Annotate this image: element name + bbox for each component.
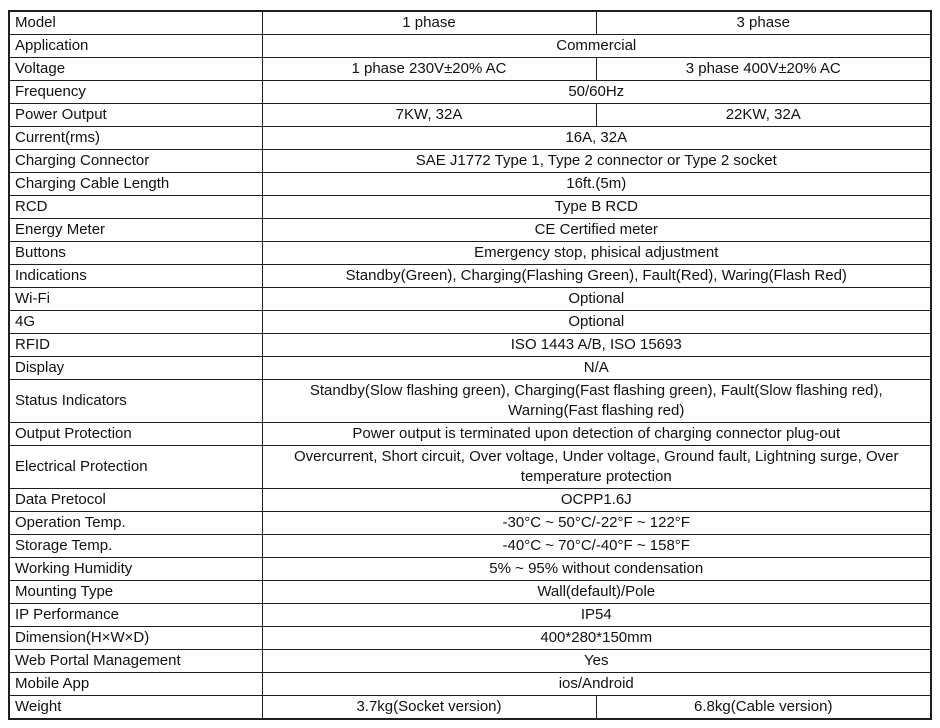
row-value: SAE J1772 Type 1, Type 2 connector or Type 2 socket xyxy=(262,150,931,173)
row-label: Status Indicators xyxy=(9,380,262,423)
row-value: IP54 xyxy=(262,604,931,627)
row-value: Optional xyxy=(262,288,931,311)
table-row xyxy=(9,334,931,357)
row-label: Storage Temp. xyxy=(9,535,262,558)
row-value: ios/Android xyxy=(262,673,931,696)
row-label: Frequency xyxy=(9,81,262,104)
row-value: N/A xyxy=(262,357,931,380)
row-value: Standby(Green), Charging(Flashing Green), Fault(Red), Waring(Flash Red) xyxy=(262,265,931,288)
row-label: Voltage xyxy=(9,58,262,81)
row-label: Output Protection xyxy=(9,423,262,446)
table-row xyxy=(9,604,931,627)
row-label: Wi-Fi xyxy=(9,288,262,311)
row-value: Yes xyxy=(262,650,931,673)
row-label: Dimension(H×W×D) xyxy=(9,627,262,650)
row-value: -40°C ~ 70°C/-40°F ~ 158°F xyxy=(262,535,931,558)
row-value: CE Certified meter xyxy=(262,219,931,242)
row-value: -30°C ~ 50°C/-22°F ~ 122°F xyxy=(262,512,931,535)
row-label: RCD xyxy=(9,196,262,219)
table-row xyxy=(9,558,931,581)
row-label: Current(rms) xyxy=(9,127,262,150)
row-label: Application xyxy=(9,35,262,58)
table-row xyxy=(9,357,931,380)
row-value: Type B RCD xyxy=(262,196,931,219)
table-row xyxy=(9,219,931,242)
table-row xyxy=(9,265,931,288)
row-value: Wall(default)/Pole xyxy=(262,581,931,604)
row-value: 50/60Hz xyxy=(262,81,931,104)
row-label: Data Pretocol xyxy=(9,489,262,512)
table-row xyxy=(9,423,931,446)
row-label: 4G xyxy=(9,311,262,334)
row-value-1phase: 1 phase 230V±20% AC xyxy=(262,58,596,81)
row-value: Commercial xyxy=(262,35,931,58)
row-label: Mobile App xyxy=(9,673,262,696)
table-row xyxy=(9,581,931,604)
table-row xyxy=(9,242,931,265)
row-label: Energy Meter xyxy=(9,219,262,242)
row-label: Operation Temp. xyxy=(9,512,262,535)
table-row xyxy=(9,127,931,150)
table-row xyxy=(9,58,931,81)
row-label: Buttons xyxy=(9,242,262,265)
spec-table-body xyxy=(9,11,931,719)
table-row xyxy=(9,535,931,558)
row-label: Power Output xyxy=(9,104,262,127)
table-row xyxy=(9,11,931,35)
row-value: Optional xyxy=(262,311,931,334)
row-label: Electrical Protection xyxy=(9,446,262,489)
row-label: Model xyxy=(9,11,262,35)
row-value: Standby(Slow flashing green), Charging(Fast flashing green), Fault(Slow flashing red), Warning(Fast flashing red) xyxy=(262,380,931,423)
row-value-3phase: 22KW, 32A xyxy=(596,104,931,127)
row-value: 5% ~ 95% without condensation xyxy=(262,558,931,581)
row-label: Weight xyxy=(9,696,262,720)
row-label: RFID xyxy=(9,334,262,357)
row-value: OCPP1.6J xyxy=(262,489,931,512)
row-value-3phase: 6.8kg(Cable version) xyxy=(596,696,931,720)
row-value: 16ft.(5m) xyxy=(262,173,931,196)
table-row xyxy=(9,173,931,196)
spec-table xyxy=(8,10,932,720)
row-value-3phase: 3 phase xyxy=(596,11,931,35)
table-row xyxy=(9,650,931,673)
table-row xyxy=(9,104,931,127)
table-row xyxy=(9,288,931,311)
row-label: Charging Cable Length xyxy=(9,173,262,196)
table-row xyxy=(9,673,931,696)
row-value-1phase: 3.7kg(Socket version) xyxy=(262,696,596,720)
table-row xyxy=(9,81,931,104)
row-value: Overcurrent, Short circuit, Over voltage, Under voltage, Ground fault, Lightning surge, Over temperature protection xyxy=(262,446,931,489)
table-row xyxy=(9,696,931,720)
row-value-3phase: 3 phase 400V±20% AC xyxy=(596,58,931,81)
row-label: Web Portal Management xyxy=(9,650,262,673)
row-value: Emergency stop, phisical adjustment xyxy=(262,242,931,265)
row-value-1phase: 1 phase xyxy=(262,11,596,35)
row-label: IP Performance xyxy=(9,604,262,627)
table-row xyxy=(9,489,931,512)
row-value: 400*280*150mm xyxy=(262,627,931,650)
row-label: Display xyxy=(9,357,262,380)
row-label: Charging Connector xyxy=(9,150,262,173)
row-value: Power output is terminated upon detection of charging connector plug-out xyxy=(262,423,931,446)
table-row xyxy=(9,150,931,173)
table-row xyxy=(9,446,931,489)
table-row xyxy=(9,380,931,423)
table-row xyxy=(9,311,931,334)
row-value-1phase: 7KW, 32A xyxy=(262,104,596,127)
row-value: 16A, 32A xyxy=(262,127,931,150)
row-label: Mounting Type xyxy=(9,581,262,604)
table-row xyxy=(9,196,931,219)
table-row xyxy=(9,512,931,535)
row-label: Indications xyxy=(9,265,262,288)
table-row xyxy=(9,627,931,650)
row-label: Working Humidity xyxy=(9,558,262,581)
row-value: ISO 1443 A/B, ISO 15693 xyxy=(262,334,931,357)
table-row xyxy=(9,35,931,58)
